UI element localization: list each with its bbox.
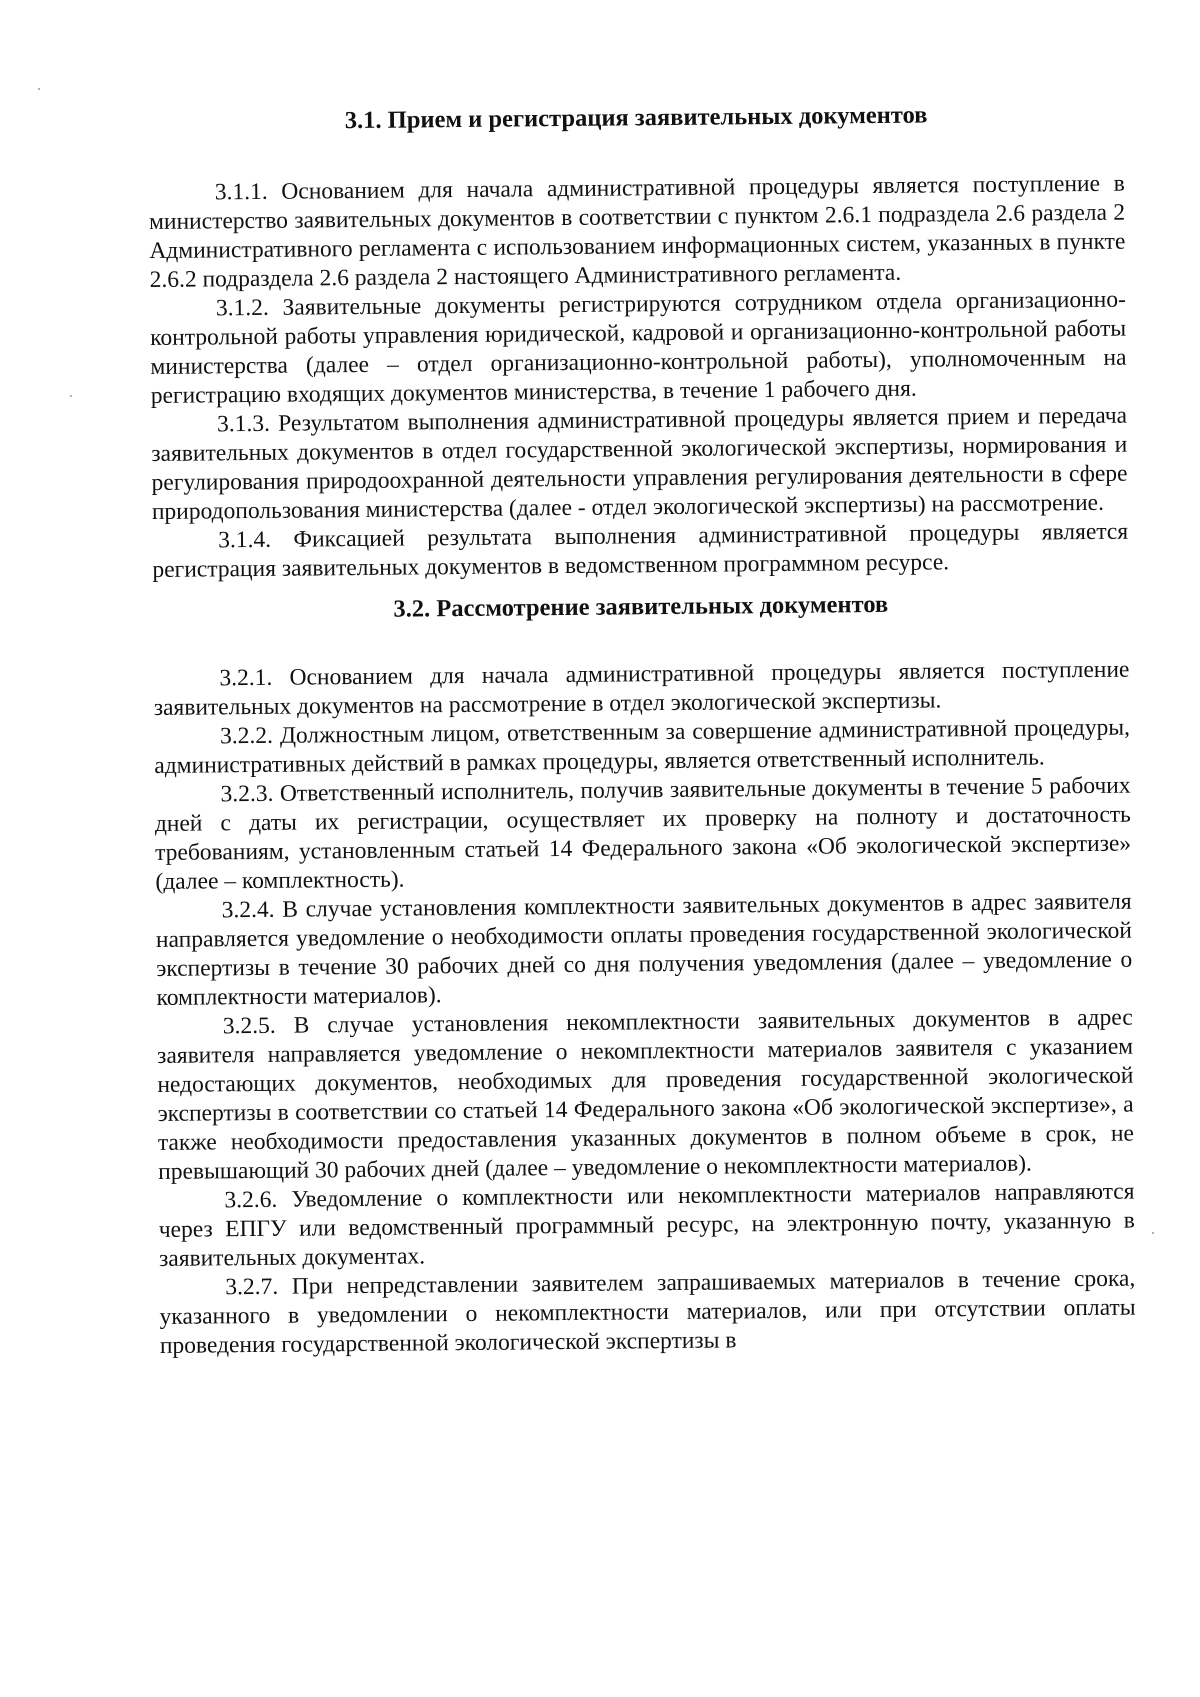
paragraph-3-1-1: 3.1.1. Основанием для начала административной процедуры является поступление в министерство заявительных документов в соответствии с пунктом 2.6.1 подраздела 2.6 раздела 2 Административного регламента с использованием информационных систем, указанных в пункте 2.6.2 подраздела 2.6 раздела 2 настоящего Административного регламента. xyxy=(148,171,1126,294)
document-content xyxy=(148,99,1136,1361)
paragraph-3-1-3: 3.1.3. Результатом выполнения административной процедуры является прием и передача заявительных документов в отдел государственной экологической экспертизы, нормирования и регулирования природоохранной деятельности управления регулирования деятельности в сфере природопользования министерства (далее - отдел экологической экспертизы) на рассмотрение. xyxy=(151,403,1128,526)
paragraph-3-1-2: 3.1.2. Заявительные документы регистрируются сотрудником отдела организационно-контрольной работы управления юридической, кадровой и организационно-контрольной работы министерства (далее – отдел организационно-контрольной работы), уполномоченным на регистрацию входящих документов министерства, в течение 1 рабочего дня. xyxy=(150,287,1127,410)
paragraph-3-2-7: 3.2.7. При непредставлении заявителем запрашиваемых материалов в течение срока, указанного в уведомлении о некомплектности материалов, или при отсутствии оплаты проведения государственной экологической экспертизы в xyxy=(159,1265,1136,1359)
section-title-3-1: 3.1. Прием и регистрация заявительных документов xyxy=(344,101,928,135)
paragraph-3-2-3: 3.2.3. Ответственный исполнитель, получив заявительные документы в течение 5 рабочих дней с даты их регистрации, осуществляет их проверку на полноту и достаточность требованиям, установленным статьей 14 Федерального закона «Об экологической экспертизе» (далее – комплектность). xyxy=(154,772,1132,895)
scan-speck xyxy=(70,395,72,397)
paragraph-3-2-5: 3.2.5. В случае установления некомплектности заявительных документов в адрес заявителя направляется уведомление о некомплектности материалов заявителя с указанием недостающих документов, необходимых для проведения государственной экологической экспертизы в соответствии со статьей 14 Федерального закона «Об экологической экспертизе», а также необходимости предоставления указанных документов в полном объеме в срок, не превышающий 30 рабочих дней (далее – уведомление о некомплектности материалов). xyxy=(156,1004,1135,1185)
section-title-3-2: 3.2. Рассмотрение заявительных документов xyxy=(393,591,889,624)
paragraph-3-2-1: 3.2.1. Основанием для начала административной процедуры является поступление заявительных документов на рассмотрение в отдел экологической экспертизы. xyxy=(153,656,1130,721)
paragraph-3-1-4: 3.1.4. Фиксацией результата выполнения административной процедуры является регистрация заявительных документов в ведомственном программном ресурсе. xyxy=(152,519,1129,584)
scan-speck xyxy=(1152,1232,1154,1234)
section-3-2-body xyxy=(153,655,1136,1360)
section-3-1-body xyxy=(149,170,1129,585)
paragraph-3-2-2: 3.2.2. Должностным лицом, ответственным за совершение административной процедуры, административных действий в рамках процедуры, является ответственный исполнитель. xyxy=(154,714,1131,779)
paragraph-3-2-4: 3.2.4. В случае установления комплектности заявительных документов в адрес заявителя направляется уведомление о необходимости оплаты проведения государственной экологической экспертизы в течение 30 рабочих дней со дня получения уведомления (далее – уведомление о комплектности материалов). xyxy=(155,888,1133,1011)
scan-speck xyxy=(38,88,40,90)
paragraph-3-2-6: 3.2.6. Уведомление о комплектности или некомплектности материалов направляются через ЕПГУ или ведомственный программный ресурс, на электронную почту, указанную в заявительных документах. xyxy=(158,1178,1135,1272)
